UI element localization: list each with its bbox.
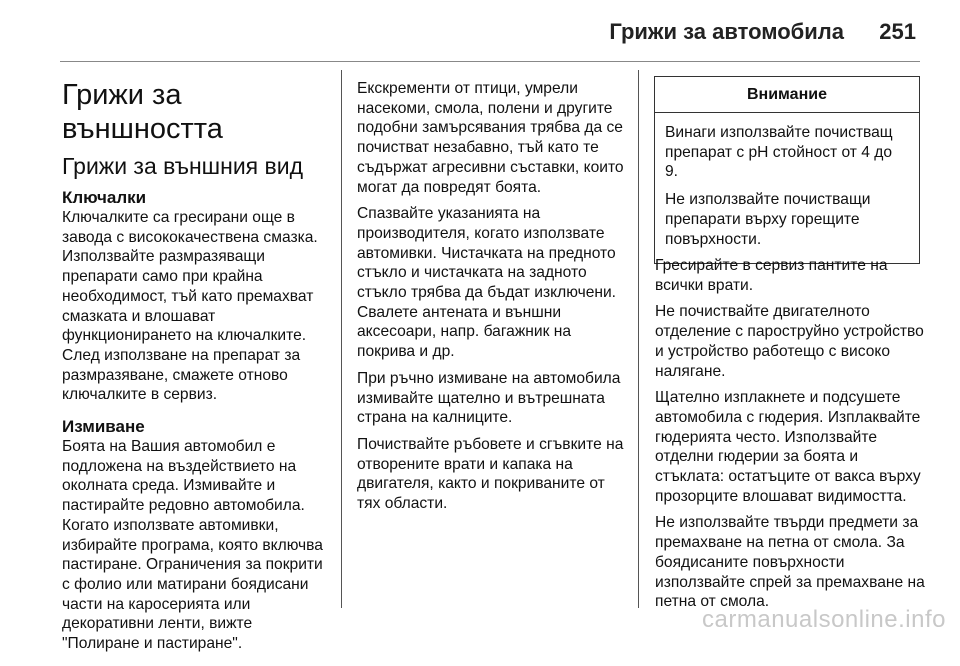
paragraph: Гресирайте в сервиз пантите на всички врати. — [655, 257, 888, 294]
warning-body — [655, 113, 919, 263]
section-heading: Ключалки — [62, 188, 147, 207]
header-title: Грижи за автомобила — [609, 19, 844, 44]
watermark-text: carmanualsonline.info — [702, 606, 946, 633]
paragraph: Не почиствайте двигателното отделение с пароструйно устройство и устройство работещо с високо налягане. — [655, 303, 924, 380]
warning-paragraph: Винаги използвайте почистващ препарат с pH стойност от 4 до 9. — [665, 124, 893, 181]
paragraph: Не използвайте твърди предмети за премахване на петна от смола. За боядисаните повърхности използвайте спрей за премахване на петна от смола. — [655, 514, 925, 611]
paragraph: Екскременти от птици, умрели насекоми, смола, полени и другите подобни замърсявания трябва да се почистват незабавно, тъй като те съдържат агресивни съставки, които могат да повредят боята. — [357, 80, 624, 196]
warning-box — [654, 76, 920, 264]
main-heading: Грижи за външността — [62, 79, 223, 145]
header-divider — [60, 61, 920, 62]
column-left — [62, 66, 334, 666]
sub-heading: Грижи за външния вид — [62, 153, 304, 179]
section-paragraph: Боята на Вашия автомобил е подложена на въздействието на околната среда. Измивайте и пастирайте редовно автомобила. Когато използвате автомивки, избирайте програма, която включва пастиране. Ограничения за покрити с фолио или матирани боядисани части на каросерията или декоративни ленти, вижте "Полиране и пастиране". — [62, 438, 323, 653]
section-washing — [62, 417, 334, 654]
column-right — [655, 256, 927, 619]
column-divider — [341, 70, 342, 608]
section-locks — [62, 188, 334, 405]
paragraph: Спазвайте указанията на производителя, когато използвате автомивки. Чистачката на предното стъкло и чистачката на задното стъкло трябва да бъдат изключени. Свалете антената и външни аксесоари, напр. багажник на покрива и др. — [357, 205, 617, 361]
column-divider — [638, 70, 639, 608]
section-heading: Измиване — [62, 417, 145, 437]
paragraph: Почиствайте ръбовете и сгъвките на отворените врати и капака на двигателя, както и покриваните от тях области. — [357, 435, 624, 513]
warning-paragraph: Не използвайте почистващи препарати върху горещите повърхности. — [665, 191, 871, 248]
page-header — [0, 0, 960, 62]
paragraph: Щателно изплакнете и подсушете автомобила с гюдерия. Изплаквайте гюдерията често. Използвайте отделни гюдерии за боята и стъклата: остатъците от вакса върху прозорците влошават видимостта. — [655, 389, 921, 505]
section-paragraph: Ключалките са гресирани още в завода с висококачествена смазка. Използвайте размразяващи препарати само при крайна необходимост, тъй като премахват смазката и влошават функционирането на ключалките. След използване на препарат за размразяване, смажете отново ключалките в сервиз. — [62, 209, 318, 404]
warning-title: Внимание — [655, 77, 919, 113]
page-number: 251 — [879, 19, 916, 44]
column-middle — [357, 79, 629, 521]
paragraph: При ръчно измиване на автомобила измивайте щателно и вътрешната страна на калниците. — [357, 369, 621, 427]
